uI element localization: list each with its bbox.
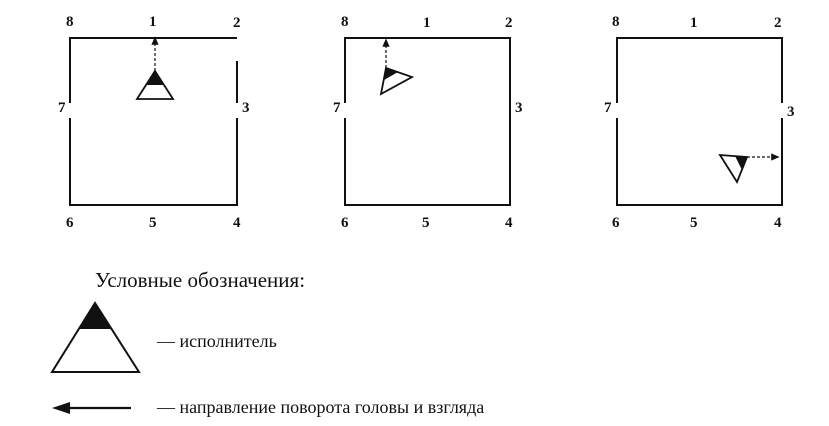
- point-7-label: 7: [333, 100, 341, 116]
- point-1-label: 1: [423, 15, 431, 31]
- stage-panel-2: [333, 14, 523, 231]
- legend-performer-text: — исполнитель: [157, 331, 277, 351]
- point-2-label: 2: [505, 15, 513, 31]
- point-8-label: 8: [612, 14, 620, 30]
- point-7-label: 7: [604, 100, 612, 116]
- point-7-label: 7: [58, 100, 66, 116]
- point-1-label: 1: [149, 14, 157, 30]
- performer-icon: [381, 68, 412, 94]
- point-3-label: 3: [515, 100, 523, 116]
- point-6-label: 6: [66, 215, 74, 231]
- point-2-label: 2: [774, 15, 782, 31]
- point-1-label: 1: [690, 15, 698, 31]
- point-2-label: 2: [233, 15, 241, 31]
- legend-performer-icon: [52, 303, 139, 372]
- point-4-label: 4: [505, 215, 513, 231]
- legend-direction-text: — направление поворота головы и взгляда: [157, 397, 485, 417]
- point-4-label: 4: [233, 215, 241, 231]
- point-3-label: 3: [242, 100, 250, 116]
- stage-panel-1: [58, 14, 250, 231]
- point-5-label: 5: [149, 215, 157, 231]
- stage-panel-3: [604, 14, 795, 231]
- stage-outline: [617, 38, 782, 205]
- performer-icon: [137, 71, 173, 99]
- point-5-label: 5: [690, 215, 698, 231]
- point-8-label: 8: [66, 14, 74, 30]
- point-5-label: 5: [422, 215, 430, 231]
- stage-outline: [345, 38, 510, 205]
- legend-arrow-icon: [52, 402, 131, 414]
- point-6-label: 6: [341, 215, 349, 231]
- performer-icon: [720, 155, 747, 182]
- legend-title: Условные обозначения:: [95, 268, 306, 292]
- point-8-label: 8: [341, 14, 349, 30]
- point-4-label: 4: [774, 215, 782, 231]
- point-6-label: 6: [612, 215, 620, 231]
- stage-outline: [70, 38, 237, 205]
- point-3-label: 3: [787, 104, 795, 120]
